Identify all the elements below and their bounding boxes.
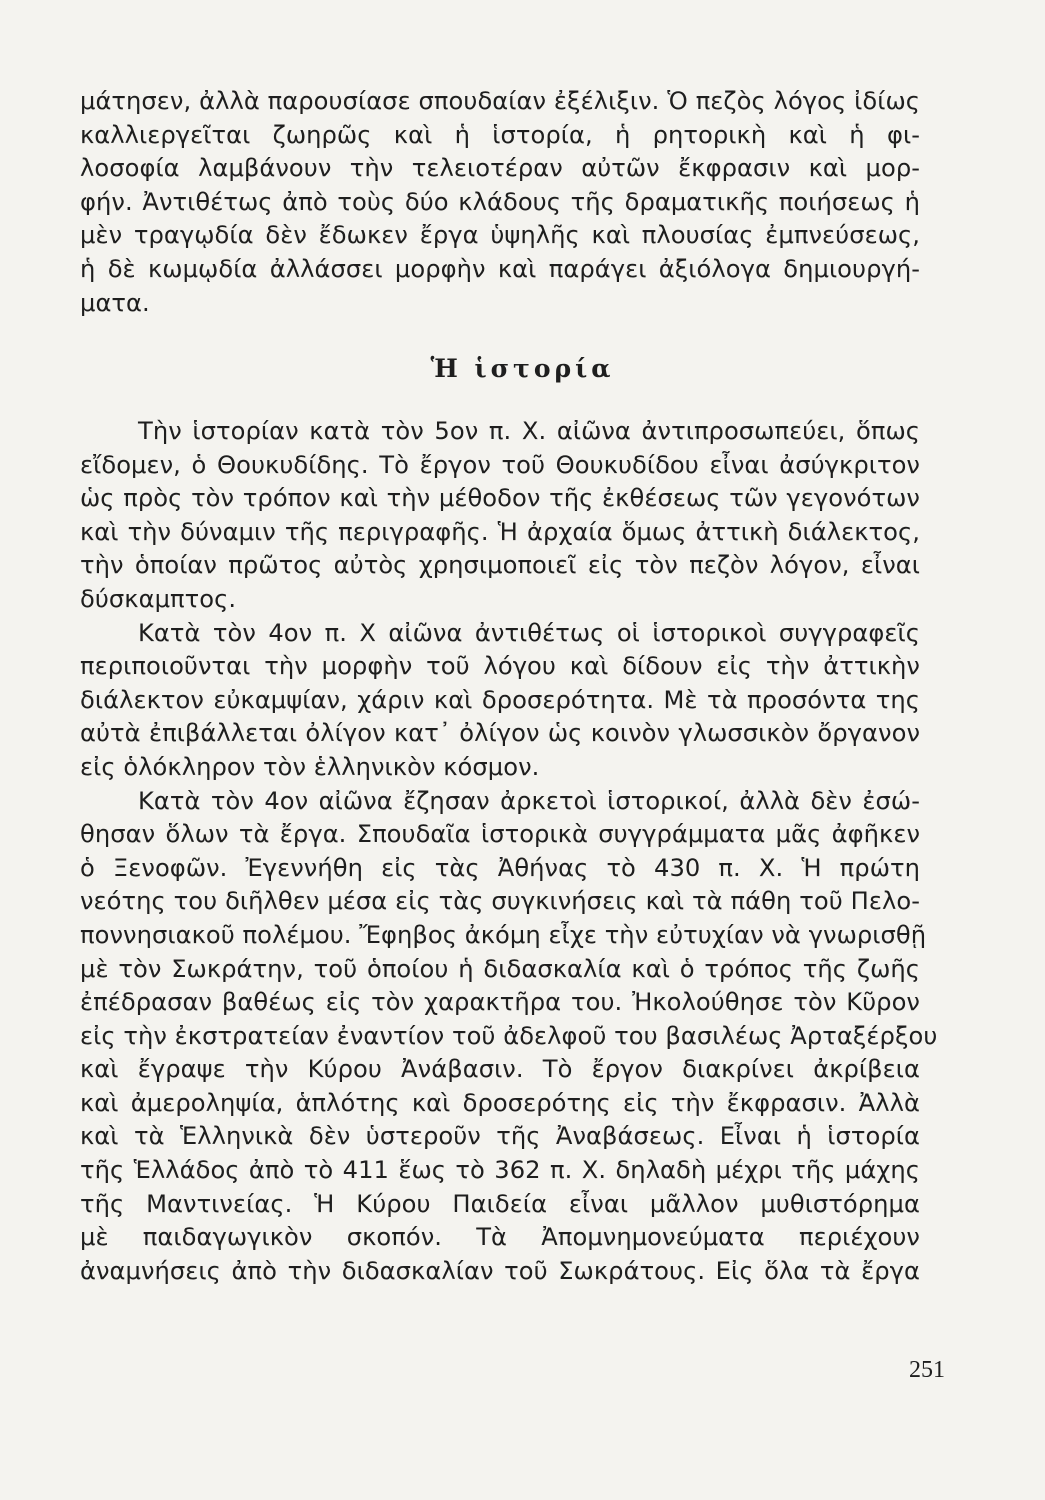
text-line: ματα. <box>80 288 150 317</box>
text-line: καλλιεργεῖται ζωηρῶς καὶ ἡ ἱστορία, ἡ ρητορικὴ καὶ ἡ φι- <box>80 120 920 149</box>
page-number: 251 <box>909 1357 945 1383</box>
text-line: ὁ Ξενοφῶν. Ἐγεννήθη εἰς τὰς Ἀθήνας τὸ 430 π. Χ. Ἡ πρώτη <box>80 853 920 882</box>
text-line: διάλεκτον εὐκαμψίαν, χάριν καὶ δροσερότητα. Μὲ τὰ προσόντα της <box>80 685 920 714</box>
text-line: ὡς πρὸς τὸν τρόπον καὶ τὴν μέθοδον τῆς ἐκθέσεως τῶν γεγονότων <box>80 484 920 513</box>
text-line: ποννησιακοῦ πολέμου. Ἔφηβος ἀκόμη εἶχε τὴν εὐτυχίαν νὰ γνωρισθῇ <box>80 920 927 949</box>
text-line: καὶ τὰ Ἑλληνικὰ δὲν ὑστεροῦν τῆς Ἀναβάσεως. Εἶναι ἡ ἱστορία <box>80 1122 920 1151</box>
text-line: τὴν ὁποίαν πρῶτος αὐτὸς χρησιμοποιεῖ εἰς τὸν πεζὸν λόγον, εἶναι <box>80 551 920 580</box>
text-line: τῆς Μαντινείας. Ἡ Κύρου Παιδεία εἶναι μᾶλλον μυθιστόρημα <box>80 1189 920 1218</box>
text-line: καὶ τὴν δύναμιν τῆς περιγραφῆς. Ἡ ἀρχαία ὅμως ἀττικὴ διάλεκτος, <box>80 517 920 546</box>
text-line: Κατὰ τὸν 4ον αἰῶνα ἔζησαν ἀρκετοὶ ἱστορικοί, ἀλλὰ δὲν ἐσώ- <box>138 786 920 815</box>
text-line: αὐτὰ ἐπιβάλλεται ὀλίγον κατ᾽ ὀλίγον ὡς κοινὸν γλωσσικὸν ὄργανον <box>80 719 920 748</box>
text-line: ἀναμνήσεις ἀπὸ τὴν διδασκαλίαν τοῦ Σωκράτους. Εἰς ὅλα τὰ ἔργα <box>80 1256 920 1285</box>
text-line: δύσκαμπτος. <box>80 584 237 613</box>
text-line: εἰς ὁλόκληρον τὸν ἑλληνικὸν κόσμον. <box>80 752 540 781</box>
text-line: λοσοφία λαμβάνουν τὴν τελειοτέραν αὐτῶν ἔκφρασιν καὶ μορ- <box>80 154 920 183</box>
text-line: θησαν ὅλων τὰ ἔργα. Σπουδαῖα ἱστορικὰ συγγράμματα μᾶς ἀφῆκεν <box>80 820 920 849</box>
text-line: μὲ τὸν Σωκράτην, τοῦ ὁποίου ἡ διδασκαλία καὶ ὁ τρόπος τῆς ζωῆς <box>80 954 920 983</box>
text-line: μάτησεν, ἀλλὰ παρουσίασε σπουδαίαν ἐξέλιξιν. Ὁ πεζὸς λόγος ἰδίως <box>80 87 920 115</box>
text-line: τῆς Ἑλλάδος ἀπὸ τὸ 411 ἕως τὸ 362 π. Χ. δηλαδὴ μέχρι τῆς μάχης <box>80 1156 920 1185</box>
body-text <box>80 415 938 1288</box>
text-line: ἡ δὲ κωμῳδία ἀλλάσσει μορφὴν καὶ παράγει ἀξιόλογα δημιουργή- <box>80 254 920 283</box>
text-line: περιποιοῦνται τὴν μορφὴν τοῦ λόγου καὶ δίδουν εἰς τὴν ἀττικὴν <box>80 652 920 681</box>
text-line: Τὴν ἱστορίαν κατὰ τὸν 5ον π. Χ. αἰῶνα ἀντιπροσωπεύει, ὅπως <box>138 417 920 445</box>
text-line: μὲ παιδαγωγικὸν σκοπόν. Τὰ Ἀπομνημονεύματα περιέχουν <box>80 1223 920 1252</box>
text-line: νεότης του διῆλθεν μέσα εἰς τὰς συγκινήσεις καὶ τὰ πάθη τοῦ Πελο- <box>80 887 920 916</box>
text-line: Κατὰ τὸν 4ον π. Χ αἰῶνα ἀντιθέτως οἱ ἱστορικοὶ συγγραφεῖς <box>138 618 920 647</box>
text-line: εἴδομεν, ὁ Θουκυδίδης. Τὸ ἔργον τοῦ Θουκυδίδου εἶναι ἀσύγκριτον <box>80 450 920 479</box>
text-line: φήν. Ἀντιθέτως ἀπὸ τοὺς δύο κλάδους τῆς δραματικῆς ποιήσεως ἡ <box>80 187 920 216</box>
text-line: εἰς τὴν ἐκστρατείαν ἐναντίον τοῦ ἀδελφοῦ του βασιλέως Ἀρταξέρξου <box>80 1021 938 1050</box>
intro-paragraph <box>80 85 920 320</box>
text-line: καὶ ἔγραψε τὴν Κύρου Ἀνάβασιν. Τὸ ἔργον διακρίνει ἀκρίβεια <box>80 1055 920 1084</box>
text-line: καὶ ἀμεροληψία, ἁπλότης καὶ δροσερότης εἰς τὴν ἔκφρασιν. Ἀλλὰ <box>80 1088 920 1117</box>
section-heading: Ἡ ἱστορία <box>430 354 615 383</box>
text-line: ἐπέδρασαν βαθέως εἰς τὸν χαρακτῆρα του. Ἠκολούθησε τὸν Κῦρον <box>80 988 920 1017</box>
text-line: μὲν τραγῳδία δὲν ἔδωκεν ἔργα ὑψηλῆς καὶ πλουσίας ἐμπνεύσεως, <box>80 221 920 250</box>
